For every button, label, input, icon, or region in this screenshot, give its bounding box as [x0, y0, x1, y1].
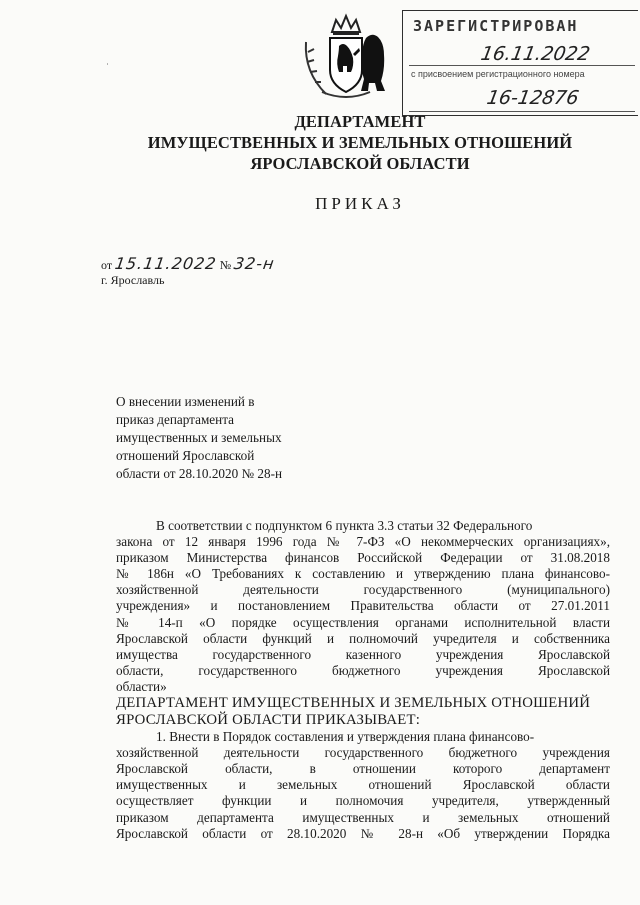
stamp-caption: с присвоением регистрационного номера — [411, 69, 585, 79]
preamble-line: № 14-п «О порядке осуществления органами исполнительной власти — [116, 614, 610, 630]
preamble-line: хозяйственной деятельности государственного (муниципального) — [116, 582, 610, 598]
subject-line: приказ департамента — [116, 412, 234, 427]
subject-line: О внесении изменений в — [116, 394, 255, 409]
subject-line: области от 28.10.2020 № 28-н — [116, 466, 283, 481]
order-body — [116, 518, 610, 842]
org-name-line1: ДЕПАРТАМЕНТ — [294, 112, 426, 131]
item1-line: хозяйственной деятельности государственного бюджетного учреждения — [116, 745, 610, 761]
subject-line: отношений Ярославской — [116, 448, 255, 463]
preamble-line: области» — [116, 678, 167, 694]
scan-speck: ʾ — [106, 62, 109, 72]
item1-line: имущественных и земельных отношений Ярославской области — [116, 777, 610, 793]
order-number-sign: № — [219, 258, 232, 272]
preamble-line: закона от 12 января 1996 года № 7-ФЗ «О некоммерческих организациях», — [116, 534, 610, 550]
stamp-title: ЗАРЕГИСТРИРОВАН — [413, 17, 579, 35]
preamble-line: В соответствии с подпунктом 6 пункта 3.3 статьи 32 Федерального — [156, 518, 533, 533]
preamble-line: имущества государственного казенного учреждения Ярославской — [116, 646, 610, 662]
order-date-number — [101, 254, 275, 273]
order-from-prefix: от — [101, 258, 113, 272]
order-subject — [116, 393, 336, 483]
item1-line: осуществляет функции и полномочия учредителя, утвержденный — [116, 793, 610, 809]
preamble-line: учреждения» и постановлением Правительства области от 27.01.2011 — [116, 598, 610, 614]
item1-line: приказом департамента имущественных и земельных отношений — [116, 809, 610, 825]
preamble-line: приказом Министерства финансов Российской Федерации от 31.08.2018 — [116, 550, 610, 566]
coat-of-arms-emblem — [300, 12, 392, 102]
stamp-registration-number: 16-12876 — [485, 87, 581, 109]
resolution-line: ЯРОСЛАВСКОЙ ОБЛАСТИ ПРИКАЗЫВАЕТ: — [116, 712, 421, 729]
stamp-divider — [409, 65, 635, 66]
item1-line: Ярославской области от 28.10.2020 № 28-н «Об утверждении Порядка — [116, 825, 610, 841]
subject-line: имущественных и земельных — [116, 430, 282, 445]
order-date: 15.11.2022 — [113, 254, 219, 273]
stamp-registration-date: 16.11.2022 — [479, 43, 592, 65]
preamble-line: области, государственного бюджетного учреждения Ярославской — [116, 662, 610, 678]
preamble-line: № 186н «О Требованиях к составлению и утверждению плана финансово- — [116, 566, 610, 582]
order-number: 32-н — [232, 254, 277, 273]
org-name-line2: ИМУЩЕСТВЕННЫХ И ЗЕМЕЛЬНЫХ ОТНОШЕНИЙ — [147, 133, 573, 152]
org-name-line3: ЯРОСЛАВСКОЙ ОБЛАСТИ — [250, 154, 470, 173]
preamble-line: Ярославской области функций и полномочий учредителя и собственника — [116, 630, 610, 646]
document-type-title: ПРИКАЗ — [315, 194, 405, 213]
order-city: г. Ярославль — [101, 273, 165, 287]
resolution-line: ДЕПАРТАМЕНТ ИМУЩЕСТВЕННЫХ И ЗЕМЕЛЬНЫХ ОТНОШЕНИЙ — [116, 695, 591, 712]
item1-line: 1. Внести в Порядок составления и утверждения плана финансово- — [156, 729, 535, 745]
registration-stamp — [402, 10, 638, 116]
item1-line: Ярославской области, в отношении которого департамент — [116, 761, 610, 777]
